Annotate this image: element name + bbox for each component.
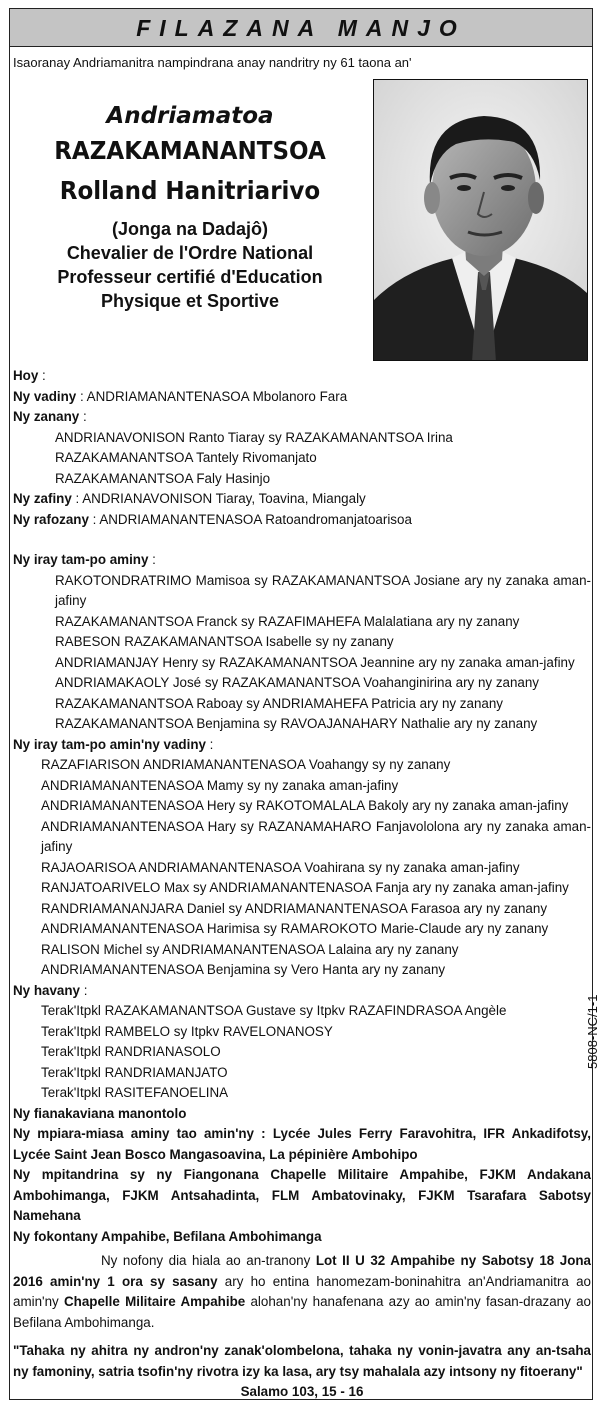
in-laws-label: Ny rafozany bbox=[13, 511, 89, 527]
grandchildren-value: : ANDRIANAVONISON Tiaray, Toavina, Miangaly bbox=[71, 491, 366, 506]
list-item: RAZAFIARISON ANDRIAMANANTENASOA Voahangy sy ny zanany bbox=[41, 757, 451, 772]
label-colon: : bbox=[38, 368, 46, 383]
list-item: RAKOTONDRATRIMO Mamisoa sy RAZAKAMANANTSOA Josiane ary ny zanaka aman-jafiny bbox=[55, 572, 591, 608]
neighborhood-line: Ny fokontany Ampahibe, Befilana Ambohimanga bbox=[13, 1228, 322, 1244]
announcement-text: ary ho entina hanomezam-boninahitra an'Andriamanitra ao amin'ny bbox=[13, 1273, 591, 1309]
list-item: ANDRIAMANANTENASOA Hary sy RAZANAMAHARO Fanjavololona ary ny zanaka aman-jafiny bbox=[41, 818, 591, 854]
list-item: RAJAOARISOA ANDRIAMANANTENASOA Voahirana sy ny zanaka aman-jafiny bbox=[41, 859, 520, 875]
list-item: ANDRIAMAKAOLY José sy RAZAKAMANANTSOA Voahanginirina ary ny zanany bbox=[55, 675, 539, 690]
title-line: Professeur certifié d'Education bbox=[57, 267, 323, 287]
obituary-notice bbox=[9, 8, 600, 1400]
spouse-siblings-label: Ny iray tam-po amin'ny vadiny bbox=[13, 736, 206, 752]
list-item: Terak'Itpkl RASITEFANOELINA bbox=[41, 1085, 229, 1100]
announcement-text: Ny nofony dia hiala ao an-tranony bbox=[101, 1253, 316, 1268]
list-item: Terak'Itpkl RANDRIANASOLO bbox=[41, 1044, 221, 1059]
honorific: Andriamatoa bbox=[106, 103, 274, 129]
congregations-line: Ny mpitandrina sy ny Fiangonana Chapelle Militaire Ampahibe, FJKM Andakana Ambohimanga, FJKM Antsahadinta, FLM Ambatovinaky, FJKM Tsarafara Sabotsy Namehana bbox=[13, 1167, 591, 1223]
list-item: RAZAKAMANANTSOA Tantely Rivomanjato bbox=[55, 450, 317, 465]
surname: RAZAKAMANANTSOA bbox=[54, 136, 326, 165]
portrait-photo bbox=[373, 79, 588, 361]
title-line: Physique et Sportive bbox=[100, 291, 280, 311]
list-item: RABESON RAZAKAMANANTSOA Isabelle sy ny zanany bbox=[55, 634, 394, 649]
list-item: RANDRIAMANANJARA Daniel sy ANDRIAMANANTENASOA Farasoa ary ny zanany bbox=[41, 900, 548, 916]
title-line: Chevalier de l'Ordre National bbox=[66, 243, 314, 263]
list-item: RAZAKAMANANTSOA Faly Hasinjo bbox=[55, 470, 271, 486]
list-item: Terak'Itpkl RAMBELO sy Itpkv RAVELONANOSY bbox=[41, 1023, 333, 1039]
in-laws-value: : ANDRIAMANANTENASOA Ratoandromanjatoarisoa bbox=[88, 511, 412, 527]
spouse-label: Ny vadiny bbox=[13, 388, 77, 404]
nickname: (Jonga na Dadajô) bbox=[111, 219, 268, 239]
colleagues-line: Ny mpiara-miasa aminy tao amin'ny : Lycée Jules Ferry Faravohitra, IFR Ankadifotsy, Lycée Saint Jean Bosco Mangasoavina, La pépinière Ambohipo bbox=[13, 1126, 591, 1162]
intro-line: Isaoranay Andriamanitra nampindrana anay nandritry ny 61 taona an' bbox=[13, 55, 412, 70]
list-item: Terak'Itpkl RAZAKAMANANTSOA Gustave sy Itpkv RAZAFINDRASOA Angèle bbox=[41, 1003, 507, 1018]
label-colon: : bbox=[205, 736, 214, 752]
label-colon: : bbox=[79, 409, 87, 424]
grandchildren-label: Ny zafiny bbox=[13, 491, 72, 506]
bible-reference: Salamo 103, 15 - 16 bbox=[240, 1384, 364, 1399]
spouse-value: : ANDRIAMANANTENASOA Mbolanoro Fara bbox=[76, 388, 348, 404]
siblings-label: Ny iray tam-po aminy bbox=[13, 552, 149, 567]
bible-quote: "Tahaka ny ahitra ny andron'ny zanak'olombelona, tahaka ny vonin-javatra any an-tsaha ny famoniny, satria tsofin'ny rivotra izy ka lasa, ary tsy mahalala azy intsony ny fitoerany" bbox=[13, 1343, 591, 1379]
list-item: ANDRIAMANANTENASOA Benjamina sy Vero Hanta ary ny zanany bbox=[41, 962, 446, 977]
notice-body bbox=[13, 366, 591, 1403]
list-item: RALISON Michel sy ANDRIAMANANTENASOA Lalaina ary ny zanany bbox=[41, 941, 459, 957]
given-names: Rolland Hanitriarivo bbox=[59, 176, 321, 205]
list-item: ANDRIANAVONISON Ranto Tiaray sy RAZAKAMANANTSOA Irina bbox=[55, 429, 453, 445]
announcement-church: Chapelle Militaire Ampahibe bbox=[64, 1294, 246, 1309]
list-item: RAZAKAMANANTSOA Franck sy RAZAFIMAHEFA Malalatiana ary ny zanany bbox=[55, 613, 520, 629]
label-colon: : bbox=[148, 552, 156, 567]
label-colon: : bbox=[80, 982, 88, 998]
list-item: RANJATOARIVELO Max sy ANDRIAMANANTENASOA Fanja ary ny zanaka aman-jafiny bbox=[41, 880, 569, 895]
list-item: ANDRIAMANJAY Henry sy RAZAKAMANANTSOA Jeannine ary ny zanaka aman-jafiny bbox=[55, 654, 575, 670]
announcement-address: Lot II U 32 Ampahibe ny Sabotsy 18 Jona 2016 amin'ny 1 ora sy sasany bbox=[13, 1253, 591, 1289]
list-item: Terak'Itpkl RANDRIAMANJATO bbox=[41, 1064, 228, 1080]
reference-code: 5808-NC/1-1 bbox=[585, 994, 600, 1069]
spacer bbox=[13, 530, 591, 550]
relatives-label: Ny havany bbox=[13, 982, 80, 998]
announcement-text: alohan'ny hanafenana azy ao amin'ny fasan-drazany ao Befilana Ambohimanga. bbox=[13, 1294, 591, 1330]
list-item: RAZAKAMANANTSOA Benjamina sy RAVOAJANAHARY Nathalie ary ny zanany bbox=[55, 716, 538, 731]
deceased-name-block bbox=[10, 101, 370, 313]
list-item: ANDRIAMANANTENASOA Hery sy RAKOTOMALALA Bakoly ary ny zanaka aman-jafiny bbox=[41, 798, 569, 813]
notice-title: FILAZANA MANJO bbox=[10, 9, 592, 47]
children-label: Ny zanany bbox=[13, 409, 80, 424]
portrait-photo-icon bbox=[374, 80, 588, 361]
extended-family-line: Ny fianakaviana manontolo bbox=[13, 1105, 187, 1121]
hoy-label: Hoy bbox=[13, 368, 39, 383]
funeral-announcement bbox=[13, 1251, 591, 1333]
list-item: ANDRIAMANANTENASOA Harimisa sy RAMAROKOTO Marie-Claude ary ny zanany bbox=[41, 921, 549, 936]
list-item: ANDRIAMANANTENASOA Mamy sy ny zanaka aman-jafiny bbox=[41, 777, 399, 793]
list-item: RAZAKAMANANTSOA Raboay sy ANDRIAMAHEFA Patricia ary ny zanany bbox=[55, 695, 503, 711]
